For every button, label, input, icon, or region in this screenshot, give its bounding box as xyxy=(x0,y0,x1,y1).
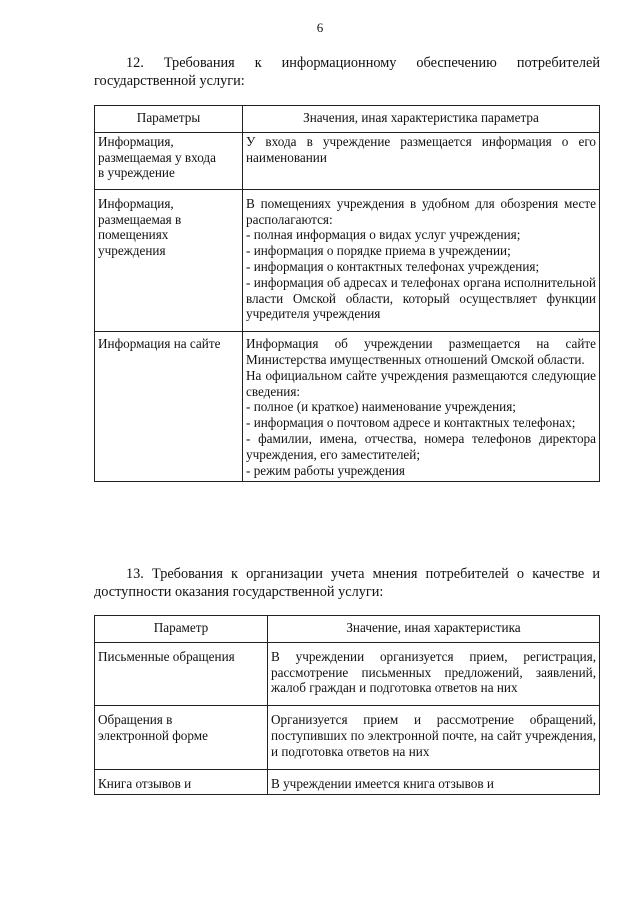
table-header-row xyxy=(95,616,600,643)
value-line: На официальном сайте учреждения размещаются следующие сведения: xyxy=(246,367,596,399)
value-cell xyxy=(243,132,600,189)
value-line: - фамилии, имена, отчества, номера телефонов директора учреждения, его заместителей; xyxy=(246,430,596,462)
param-line: электронной форме xyxy=(98,727,208,743)
param-line: в учреждение xyxy=(98,165,175,181)
param-line: размещаемая в xyxy=(98,211,182,227)
table-row xyxy=(95,769,600,795)
param-line: Письменные обращения xyxy=(98,648,235,664)
value-line: Информация об учреждении размещается на сайте Министерства имущественных отношений Омской области. xyxy=(246,336,596,367)
param-cell xyxy=(95,642,268,705)
table-row xyxy=(95,189,600,331)
section-12-heading: 12. Требования к информационному обеспечению потребителей государственной услуги: xyxy=(94,55,600,89)
value-line: У входа в учреждение размещается информация о его наименовании xyxy=(246,133,596,165)
column-header-parameter: Параметр xyxy=(95,616,268,643)
value-line: В помещениях учреждения в удобном для обозрения месте располагаются: xyxy=(246,195,596,227)
table-row xyxy=(95,642,600,705)
param-line: учреждения xyxy=(98,243,166,259)
value-cell xyxy=(268,706,600,769)
table-row xyxy=(95,132,600,189)
value-line: - информация об адресах и телефонах органа исполнительной власти Омской области, который осуществляет функции учредителя учреждения xyxy=(246,274,596,322)
param-cell xyxy=(95,189,243,331)
spacer xyxy=(271,696,596,702)
value-cell xyxy=(268,769,600,795)
value-line: - информация о контактных телефонах учреждения; xyxy=(246,258,540,274)
value-cell xyxy=(243,189,600,331)
param-line: Информация на сайте xyxy=(98,336,221,352)
value-line: - информация о почтовом адресе и контактных телефонах; xyxy=(246,415,576,431)
section-13-heading: 13. Требования к организации учета мнения потребителей о качестве и доступности оказания государственной услуги: xyxy=(94,566,600,600)
value-line: Организуется прием и рассмотрение обращений, поступивших по электронной почте, на сайт учреждения, и подготовка ответов на них xyxy=(271,712,596,759)
column-header-value: Значение, иная характеристика xyxy=(268,616,600,643)
value-line: - информация о порядке приема в учреждении; xyxy=(246,243,511,259)
param-cell xyxy=(95,769,268,795)
param-cell xyxy=(95,332,243,482)
value-line: - полное (и краткое) наименование учреждения; xyxy=(246,399,516,415)
column-header-parameters: Параметры xyxy=(95,106,243,133)
column-header-values: Значения, иная характеристика параметра xyxy=(243,106,600,133)
table-row xyxy=(95,706,600,769)
value-line: - режим работы учреждения xyxy=(246,462,405,478)
value-cell xyxy=(243,332,600,482)
info-requirements-table xyxy=(94,105,600,482)
param-line: помещениях xyxy=(98,227,169,243)
value-line: В учреждении организуется прием, регистрация, рассмотрение письменных предложений, заявлений, жалоб граждан и подготовка ответов на них xyxy=(271,648,596,696)
param-line: Книга отзывов и xyxy=(98,775,192,791)
param-line: Обращения в xyxy=(98,712,173,728)
spacer xyxy=(271,760,596,766)
value-line: - полная информация о видах услуг учреждения; xyxy=(246,227,521,243)
page-number: 6 xyxy=(316,20,324,35)
value-line: В учреждении имеется книга отзывов и xyxy=(271,775,494,791)
param-line: размещаемая у входа xyxy=(98,149,216,165)
spacer xyxy=(246,322,596,328)
value-cell xyxy=(268,642,600,705)
feedback-requirements-table xyxy=(94,615,600,795)
table-row xyxy=(95,332,600,482)
param-cell xyxy=(95,706,268,769)
param-cell xyxy=(95,132,243,189)
param-line: Информация, xyxy=(98,195,174,211)
param-line: Информация, xyxy=(98,133,174,149)
table-header-row xyxy=(95,106,600,133)
